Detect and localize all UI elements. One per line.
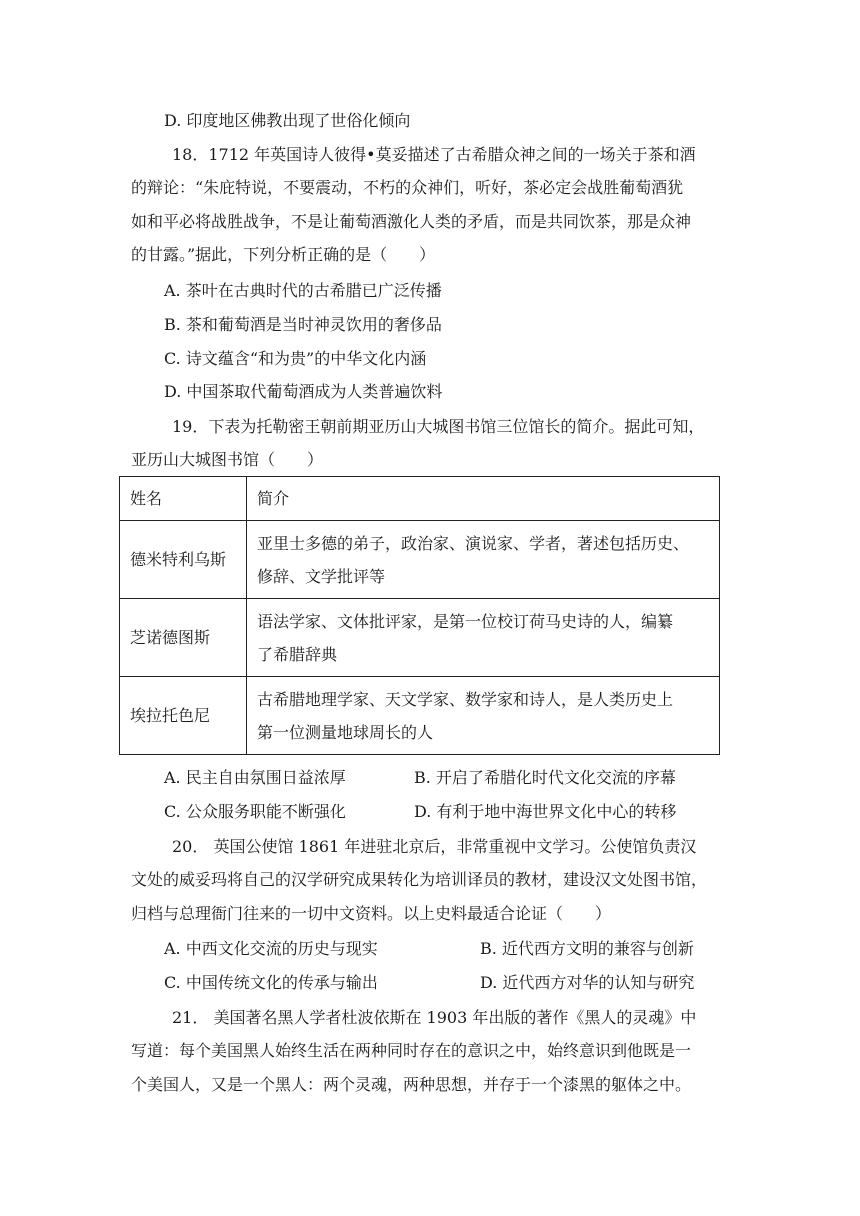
header-intro: 简介 xyxy=(247,477,720,521)
row-intro-line: 语法学家、文体批评家，是第一位校订荷马史诗的人，编纂 xyxy=(257,611,674,631)
row-name: 芝诺德图斯 xyxy=(120,599,247,677)
table-row xyxy=(120,677,720,755)
q20-option-d: D. 近代西方对华的认知与研究 xyxy=(480,973,695,992)
q20-stem-line-3: 归档与总理衙门往来的一切中文资料。以上史料最适合论证（ ） xyxy=(131,904,612,923)
q18-option-c: C. 诗文蕴含“和为贵”的中华文化内涵 xyxy=(164,349,427,368)
table-header-row xyxy=(120,477,720,521)
q21-stem-line-1: 21． 美国著名黑人学者杜波依斯在 1903 年出版的著作《黑人的灵魂》中 xyxy=(172,1008,697,1027)
header-name: 姓名 xyxy=(120,477,247,521)
q18-stem-line-3: 如和平必将战胜战争，不是让葡萄酒激化人类的矛盾，而是共同饮茶，那是众神 xyxy=(131,212,692,231)
q18-stem-line-4: 的甘露。”据此，下列分析正确的是（ ） xyxy=(131,245,436,264)
q19-stem-line-2: 亚历山大城图书馆（ ） xyxy=(131,450,324,469)
q19-stem-line-1: 19．下表为托勒密王朝前期亚历山大城图书馆三位馆长的简介。据此可知， xyxy=(172,417,705,436)
row-name: 德米特利乌斯 xyxy=(120,521,247,599)
q20-option-c: C. 中国传统文化的传承与输出 xyxy=(164,973,378,992)
row-intro xyxy=(247,521,720,599)
row-intro xyxy=(247,677,720,755)
librarian-table xyxy=(119,476,720,755)
q19-option-b: B. 开启了希腊化时代文化交流的序幕 xyxy=(414,768,676,787)
q19-option-a: A. 民主自由氛围日益浓厚 xyxy=(164,768,346,787)
q18-option-d: D. 中国茶取代葡萄酒成为人类普遍饮料 xyxy=(164,382,443,401)
q18-stem-line-2: 的辩论：“朱庇特说，不要震动，不朽的众神们，听好，茶必定会战胜葡萄酒犹 xyxy=(131,178,684,197)
q18-option-a: A. 茶叶在古典时代的古希腊已广泛传播 xyxy=(164,281,442,300)
q21-stem-line-3: 个美国人，又是一个黑人：两个灵魂，两种思想，并存于一个漆黑的躯体之中。 xyxy=(131,1075,692,1094)
row-intro-line: 了希腊辞典 xyxy=(257,644,338,664)
q21-stem-line-2: 写道：每个美国黑人始终生活在两种同时存在的意识之中，始终意识到他既是一 xyxy=(131,1041,692,1060)
table-row xyxy=(120,599,720,677)
q20-stem-line-2: 文处的威妥玛将自己的汉学研究成果转化为培训译员的教材，建设汉文处图书馆， xyxy=(131,870,708,889)
q20-option-b: B. 近代西方文明的兼容与创新 xyxy=(480,939,694,958)
q20-option-a: A. 中西文化交流的历史与现实 xyxy=(164,939,378,958)
row-intro-line: 古希腊地理学家、天文学家、数学家和诗人，是人类历史上 xyxy=(257,689,674,709)
table-row xyxy=(120,521,720,599)
q18-option-b: B. 茶和葡萄酒是当时神灵饮用的奢侈品 xyxy=(164,315,442,334)
row-intro xyxy=(247,599,720,677)
q18-stem-line-1: 18．1712 年英国诗人彼得•莫妥描述了古希腊众神之间的一场关于茶和酒 xyxy=(172,145,696,164)
row-intro-line: 第一位测量地球周长的人 xyxy=(257,722,434,742)
q17-option-d: D. 印度地区佛教出现了世俗化倾向 xyxy=(164,111,411,130)
row-name: 埃拉托色尼 xyxy=(120,677,247,755)
row-intro-line: 修辞、文学批评等 xyxy=(257,566,386,586)
q19-option-c: C. 公众服务职能不断强化 xyxy=(164,802,346,821)
q20-stem-line-1: 20． 英国公使馆 1861 年进驻北京后，非常重视中文学习。公使馆负责汉 xyxy=(172,837,697,856)
row-intro-line: 亚里士多德的弟子，政治家、演说家、学者，著述包括历史、 xyxy=(257,533,690,553)
q19-option-d: D. 有利于地中海世界文化中心的转移 xyxy=(414,802,677,821)
